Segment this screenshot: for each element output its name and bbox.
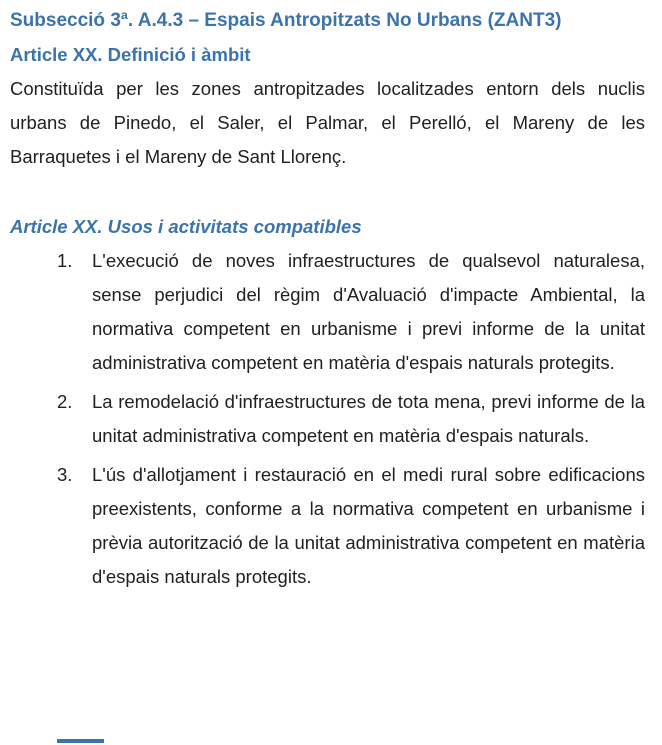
list-item-number: 2.	[57, 391, 73, 412]
list-item	[10, 385, 645, 453]
subsection-heading: Subsecció 3ª. A.4.3 – Espais Antropitzats No Urbans (ZANT3)	[10, 10, 562, 31]
article-uses-heading: Article XX. Usos i activitats compatibles	[10, 216, 362, 237]
partial-table-edge	[57, 739, 104, 743]
definition-paragraph: Constituïda per les zones antropitzades localitzades entorn dels nuclis urbans de Pinedo, el Saler, el Palmar, el Perelló, el Mareny de les Barraquetes i el Mareny de Sant Llorenç.	[10, 78, 645, 167]
list-item-number: 1.	[57, 250, 73, 271]
list-item-text: L'execució de noves infraestructures de qualsevol naturalesa, sense perjudici del règim d'Avaluació d'impacte Ambiental, la normativa competent en urbanisme i previ informe de la unitat administrativa competent en matèria d'espais naturals protegits.	[92, 250, 645, 373]
list-item	[10, 458, 645, 594]
list-item	[10, 244, 645, 380]
list-item-text: La remodelació d'infraestructures de tota mena, previ informe de la unitat administrativa competent en matèria d'espais naturals.	[92, 391, 645, 446]
article-definition-heading: Article XX. Definició i àmbit	[10, 44, 251, 65]
list-item-text: L'ús d'allotjament i restauració en el medi rural sobre edificacions preexistents, conforme a la normativa competent en urbanisme i prèvia autorització de la unitat administrativa competent en matèria d'espais naturals protegits.	[92, 464, 645, 587]
compatible-uses-list	[10, 244, 645, 594]
list-item-number: 3.	[57, 464, 73, 485]
